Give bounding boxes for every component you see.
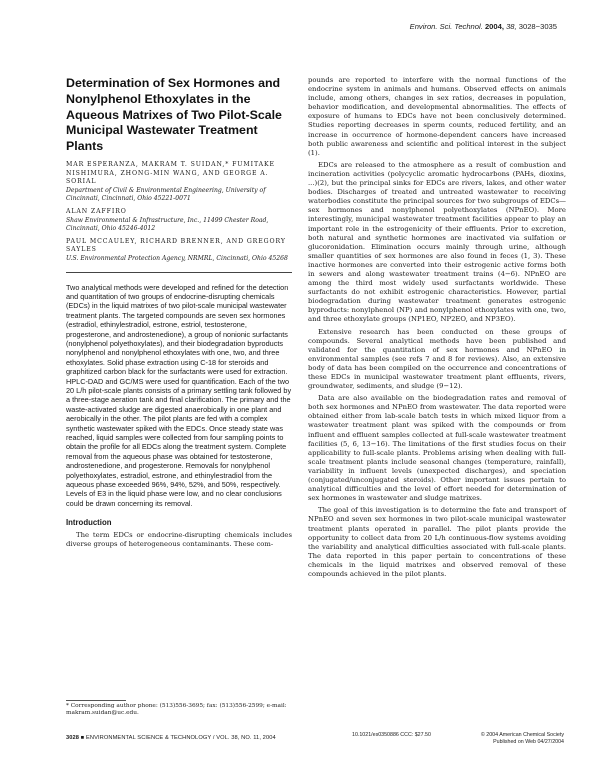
author-group-3: PAUL MCCAULEY, RICHARD BRENNER, AND GREGORY SAYLES [66, 237, 286, 254]
abstract-divider [66, 272, 292, 273]
journal-year: 2004, [484, 22, 504, 31]
introduction-text: The term EDCs or endocrine-disrupting chemicals includes diverse groups of heterogeneous contaminants. These com- [66, 531, 292, 549]
right-column [308, 76, 566, 582]
abstract: Two analytical methods were developed and refined for the detection and quantitation of two groups of endocrine-disrupting chemicals (EDCs) in the liquid matrixes of two pilot-scale municipal wastewater treatment plants. The targeted compounds are seven sex hormones (estradiol, ethinylestradiol, estrone, estriol, testosterone, progesterone, and androstenedione), a group of nonionic surfactants (nonylphenol polyethoxylates), and their biodegradation byproducts nonylphenol and nonylphenol ethoxylates with one, two, and three ethoxylates. Solid phase extraction using C-18 for steroids and graphitized carbon black for the surfactants were used for extraction. HPLC-DAD and GC/MS were used for quantification. Each of the two 20 L/h pilot-scale plants consists of a primary settling tank followed by a three-stage aeration tank and final clarification. The primary and the waste-activated sludge are digested anaerobically in one plant and aerobically in the other. The pilot plants are fed with a complex synthetic wastewater spiked with the EDCs. Once steady state was reached, liquid samples were collected from four sampling points to obtain the profile for all EDCs along the treatment system. Complete removal from the aqueous phase was obtained for testosterone, androstenedione, and progesterone. Removals for nonylphenol polyethoxylates, estradiol, estrone, and ethinylestradiol from the aqueous phase exceeded 96%, 94%, 52%, and 50%, respectively. Levels of E3 in the liquid phase were low, and no clear conclusions could be drawn concerning its removal. [66, 282, 292, 508]
journal-citation [0, 22, 557, 31]
footer-separator: ■ [80, 735, 85, 741]
author-group-1: MAR ESPERANZA, MAKRAM T. SUIDAN,* FUMITAKE NISHIMURA, ZHONG-MIN WANG, AND GEORGE A. SORIAL [66, 160, 275, 186]
body-paragraph: pounds are reported to interfere with the normal functions of the endocrine system in animals and humans. Observed effects on animals include, among others, changes in sex ratios, decreases in population, behavior modification, and developmental abnormalities. The effects of exposure of humans to EDCs have not been conclusively determined. Studies reporting decreases in sperm counts, reduced fertility, and an increase in occurrence of hormone-dependent cancers have increased both public awareness and scientific and political interest in the subject (1). [308, 76, 566, 157]
footnote-divider [66, 700, 126, 701]
footer-copyright: © 2004 American Chemical Society [480, 732, 564, 738]
body-paragraph: Data are also available on the biodegradation rates and removal of both sex hormones and NPnEO from wastewater. The data reported were obtained either from lab-scale batch tests in which mixed liquor from a wastewater treatment plant was spiked with the compounds or from influent and effluent samples collected at full-scale wastewater treatment facilities (5, 6, 13−16). The limitations of the first studies focus on their applicability to full-scale plants. Problems arising when dealing with full-scale treatment plants include seasonal changes (temperature, rainfall), variability in influent levels (unexpected discharges), and speciation (conjugated/unconjugated steroids). Other important issues pertain to analytical difficulties and the level of effort needed for determination of sex hormones in wastewater and sludge matrixes. [308, 394, 566, 503]
page-number: 3028 [66, 735, 80, 741]
footer-doi: 10.1021/es0350886 CCC: $27.50 [352, 732, 431, 738]
journal-name: Environ. Sci. Technol. [409, 22, 483, 31]
footer-journal-line: ENVIRONMENTAL SCIENCE & TECHNOLOGY / VOL. 38, NO. 11, 2004 [85, 735, 276, 741]
corresponding-author-footnote: * Corresponding author phone: (513)556-3695; fax: (513)556-2599; e-mail: makram.suidan@uc.edu. [66, 703, 287, 717]
introduction-heading: Introduction [66, 518, 112, 528]
footer-copyright-block [452, 732, 564, 746]
affiliation-1: Department of Civil & Environmental Engineering, University of Cincinnati, Cincinnati, Ohio 45221-0071 [66, 186, 266, 203]
journal-pages: 3028−3035 [518, 22, 557, 31]
affiliation-3: U.S. Environmental Protection Agency, NRMRL, Cincinnati, Ohio 45268 [66, 254, 288, 262]
article-title: Determination of Sex Hormones and Nonylphenol Ethoxylates in the Aqueous Matrixes of Two Pilot-Scale Municipal Wastewater Treatment Plants [66, 76, 282, 154]
page-footer [66, 735, 276, 741]
body-paragraph: EDCs are released to the atmosphere as a result of combustion and incineration activities (polycyclic aromatic hydrocarbons (PAHs, dioxins, ...)(2), but the principal sinks for EDCs are rivers, lakes, and other water bodies. Discharges of treated and untreated wastewater to receiving waterbodies constitute the principal sources for two subgroups of EDCs—sex hormones and nonylphenol polyethoxylates (NPnEO). More interestingly, municipal wastewater treatment facilities appear to play an important role in the estrogenicity of their effluents. Prior to excretion, both natural and synthetic hormones are inactivated via sulfation or glucoronidation. Elimination occurs mainly through urine, although smaller quantities of sex hormones are also found in feces (1, 3). These inactive hormones are converted into their estrogenic active forms both in sewers and along wastewater treatment trains (4−6). NPnEO are among the third most widely used surfactants worldwide. These surfactants do not exhibit estrogenic characteristics. However, partial biodegradation during wastewater treatment generates estrogenic byproducts: nonylphenol (NP) and nonylphenol ethoxylates with one, two, and three ethoxylate groups (NP1EO, NP2EO, and NP3EO). [308, 160, 566, 324]
affiliation-2: Shaw Environmental & Infrastructure, Inc., 11499 Chester Road, Cincinnati, Ohio 45246-4012 [66, 216, 269, 233]
left-column [66, 76, 292, 549]
body-paragraph: The goal of this investigation is to determine the fate and transport of NPnEO and seven sex hormones in two pilot-scale municipal wastewater treatment plants operated in parallel. The pilot plants provide the opportunity to collect data from 20 L/h continuous-flow systems avoiding the variability and analytical difficulties associated with full-scale plants. The data reported in this paper pertain to concentrations of these chemicals in the liquid matrixes and observed removal of these compounds achieved in the pilot plants. [308, 506, 566, 578]
journal-volume: 38, [506, 22, 517, 31]
author-group-2: ALAN ZAFFIRO [66, 207, 127, 215]
footer-published: Published on Web 04/27/2004 [493, 738, 564, 745]
body-paragraph: Extensive research has been conducted on these groups of compounds. Several analytical methods have been published and validated for the quantitation of sex hormones and NPnEO in environmental samples (see refs 7 and 8 for reviews). Also, an extensive body of data has been compiled on the occurrence and concentrations of these EDCs in municipal wastewater treatment plant effluents, rivers, groundwater, sediments, and sludge (9−12). [308, 327, 566, 391]
